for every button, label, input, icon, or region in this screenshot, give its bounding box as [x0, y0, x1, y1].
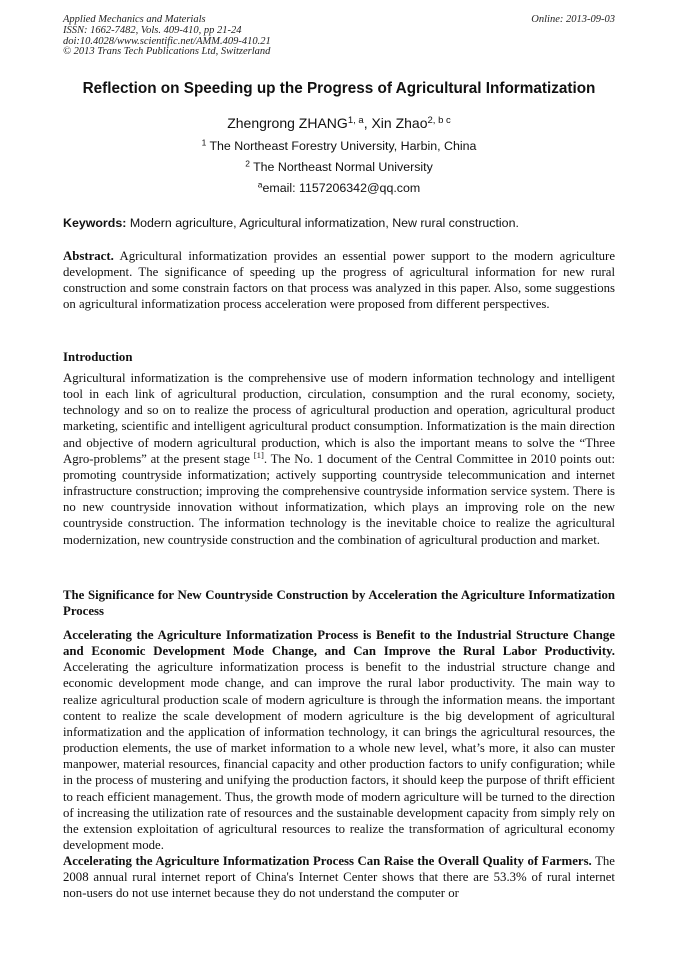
citation-ref[interactable]: [1] [253, 450, 264, 460]
author-separator: , [363, 115, 372, 131]
paragraph-lead: Accelerating the Agriculture Informatization Process is Benefit to the Industrial Structure Change and Economic Development Mode Change, and Can Improve the Rural Labor Productivity. [63, 628, 615, 659]
email-sup: a [257, 179, 263, 190]
abstract-label: Abstract. [63, 249, 114, 263]
affiliation-text: The Northeast Normal University [253, 160, 433, 174]
introduction-paragraph [63, 370, 615, 548]
abstract-text: Agricultural informatization provides an essential power support to the modern agriculture development. The significance of speeding up the progress of agricultural information for new rural construction and some constrain factors on that process was analyzed in this paper. Also, some suggestions on agricultural informatization process acceleration were proposed from different perspectives. [63, 249, 615, 312]
author-line [40, 115, 638, 131]
online-date: Online: 2013-09-03 [531, 14, 615, 25]
email-text[interactable]: email: 1157206342@qq.com [262, 181, 421, 195]
author-name: Xin Zhao [371, 115, 428, 131]
section-heading-introduction: Introduction [63, 350, 133, 364]
affiliation-sup: 2 [245, 158, 250, 169]
keywords [63, 216, 615, 230]
author-email [40, 181, 638, 195]
significance-paragraph-1 [63, 627, 615, 853]
journal-header [63, 15, 271, 58]
affiliation-sup: 1 [201, 137, 207, 148]
journal-copyright: © 2013 Trans Tech Publications Ltd, Switzerland [63, 46, 271, 58]
paragraph-text: Accelerating the agriculture informatization process is benefit to the industrial structure change and economic development mode change, and can improve the rural labor productivity. The main way to realize agricultural production scale of modern agriculture is through the information means. the important content to realize the scale development of modern agriculture is the big development of agricultural informatization and the application of information technology, it can brings the agricultural resources, the production elements, the use of market information to a whole new level, what’s more, it also can muster manpower, material resources, financial capacity and other production factors to unify configuration; while in the process of mustering and unifying the production factors, it should keep the purpose of thrift efficient to reach efficient management. Thus, the growth mode of modern agriculture will be turned to the direction of increasing the utilization rate of resources and the sustainable development capacity from simply rely on the extension exploitation of agricultural resources to realize the transformation of agricultural economy development mode. [63, 660, 615, 853]
keywords-label: Keywords: [63, 216, 127, 230]
author-sup: 2, b c [427, 114, 451, 126]
journal-issn: ISSN: 1662-7482, Vols. 409-410, pp 21-24 [63, 24, 242, 36]
significance-paragraph-2 [63, 853, 615, 901]
journal-doi[interactable]: doi:10.4028/www.scientific.net/AMM.409-410.21 [63, 35, 271, 47]
paragraph-lead: Accelerating the Agriculture Informatization Process Can Raise the Overall Quality of Farmers. [63, 854, 592, 868]
journal-name: Applied Mechanics and Materials [63, 14, 206, 25]
intro-text: . The No. 1 document of the Central Committee in 2010 points out: promoting countryside informatization; actively supporting countryside telecommunication and internet infrastructure construction; improving the comprehensive countryside information service system. There is no new countryside innovation without informatization, which plays an improving role on the new countryside construction. The information technology is the inevitable choice to realize the agricultural modernization, new countryside construction and the combination of agricultural production and market. [63, 451, 615, 547]
section-heading-significance: The Significance for New Countryside Construction by Acceleration the Agriculture Informatization Process [63, 588, 615, 619]
intro-text: Agricultural informatization is the comprehensive use of modern information technology and intelligent tool in each link of agricultural production, circulation, consumption and the rural economy, society, technology and so on to realize the process of agricultural production and operation, agricultural product marketing, scientific and intelligent agricultural product consumption. Informatization is the main direction and objective of modern agricultural production, which is also the important means to solve the “Three Agro-problems” at the present stage [63, 371, 615, 466]
paper-title: Reflection on Speeding up the Progress of Agricultural Informatization [82, 80, 596, 97]
affiliation [40, 160, 638, 174]
abstract [63, 248, 615, 313]
affiliation [40, 139, 638, 153]
author-sup: 1, a [347, 114, 364, 126]
affiliation-text: The Northeast Forestry University, Harbin, China [209, 139, 477, 153]
keywords-text: Modern agriculture, Agricultural informatization, New rural construction. [129, 216, 519, 230]
paragraph-text: The 2008 annual rural internet report of China's Internet Center shows that there are 53.3% of rural internet non-users do not use internet because they do not understand the computer or [63, 854, 615, 901]
author-name: Zhengrong ZHANG [227, 115, 348, 131]
